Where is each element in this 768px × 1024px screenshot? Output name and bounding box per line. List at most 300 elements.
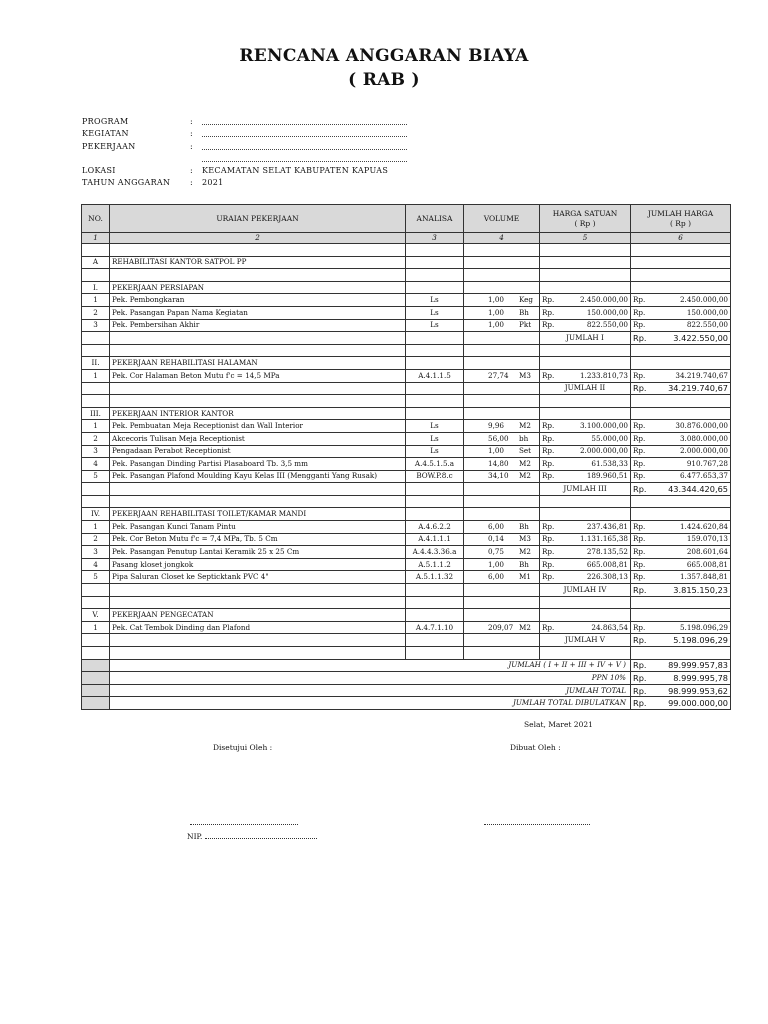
volume-unit: Bh <box>519 559 529 569</box>
blank-cell <box>631 281 731 294</box>
currency-label: Rp. <box>542 370 555 380</box>
blank-cell <box>464 483 540 496</box>
info-row <box>82 177 407 189</box>
blank-cell <box>82 332 110 345</box>
amount: 3.815.150,23 <box>673 584 728 595</box>
item-row <box>82 432 731 445</box>
amount: 5.198.096,29 <box>679 622 728 632</box>
item-volume <box>464 420 540 433</box>
blank-cell <box>82 344 110 357</box>
item-number: 3 <box>82 546 110 559</box>
item-volume <box>464 558 540 571</box>
item-analisa: Ls <box>406 445 464 458</box>
item-unit-price <box>540 319 631 332</box>
volume-value: 6,00 <box>488 521 505 531</box>
amount: 1.131.165,38 <box>579 534 628 544</box>
item-total <box>631 294 731 307</box>
info-value: KECAMATAN SELAT KABUPATEN KAPUAS <box>202 166 389 176</box>
item-analisa: A.4.1.1.5 <box>406 369 464 382</box>
item-total <box>631 558 731 571</box>
item-volume <box>464 432 540 445</box>
item-total <box>631 521 731 534</box>
volume-unit: M2 <box>519 458 531 468</box>
amount: 1.424.620,84 <box>679 521 728 531</box>
volume-value: 56,00 <box>488 433 509 443</box>
blank-cell <box>464 647 540 660</box>
amount: 150.000,00 <box>586 307 628 317</box>
currency-label: Rp. <box>542 295 555 305</box>
blank-cell <box>406 584 464 597</box>
blank-cell <box>464 495 540 508</box>
section-number: II. <box>82 357 110 370</box>
currency-label: Rp. <box>633 433 646 443</box>
info-value <box>202 141 407 153</box>
currency-label: Rp. <box>633 572 646 582</box>
blank-cell <box>631 596 731 609</box>
blank-cell <box>110 647 406 660</box>
currency-label: Rp. <box>633 534 646 544</box>
currency-label: Rp. <box>542 572 555 582</box>
volume-unit: M3 <box>519 370 531 380</box>
total-label: JUMLAH TOTAL <box>110 684 631 697</box>
header-uraian: URAIAN PEKERJAAN <box>110 205 406 233</box>
amount: 43.344.420,65 <box>668 484 728 495</box>
item-total <box>631 533 731 546</box>
volume-unit: M2 <box>519 622 531 632</box>
amount: 150.000,00 <box>686 307 728 317</box>
item-analisa: Ls <box>406 432 464 445</box>
amount: 1.233.810,73 <box>579 370 628 380</box>
blank-cell <box>631 495 731 508</box>
volume-value: 6,00 <box>488 572 505 582</box>
volume-unit: Bh <box>519 521 529 531</box>
blank-cell <box>406 281 464 294</box>
info-colon: : <box>190 129 193 139</box>
item-number: 2 <box>82 306 110 319</box>
item-volume <box>464 369 540 382</box>
section-number: I. <box>82 281 110 294</box>
rab-table <box>81 204 731 710</box>
item-total <box>631 546 731 559</box>
currency-label: Rp. <box>633 672 647 683</box>
volume-value: 14,80 <box>488 458 509 468</box>
blank-cell <box>82 382 110 395</box>
item-row <box>82 445 731 458</box>
blank-cell <box>540 357 631 370</box>
info-colon: : <box>190 117 193 126</box>
section-title: REHABILITASI KANTOR SATPOL PP <box>110 256 406 269</box>
blank-cell <box>82 672 110 685</box>
currency-label: Rp. <box>633 370 646 380</box>
blank-cell <box>464 609 540 622</box>
place-date: Selat, Maret 2021 <box>524 720 593 729</box>
approver-signature-line <box>190 818 298 827</box>
currency-label: Rp. <box>633 584 647 595</box>
blank-cell <box>82 395 110 408</box>
amount: 24.863,54 <box>591 622 628 632</box>
amount: 55.000,00 <box>591 433 628 443</box>
blank-cell <box>464 344 540 357</box>
col-num: 5 <box>540 233 631 244</box>
item-description: Pasang kloset jongkok <box>110 558 406 571</box>
volume-value: 1,00 <box>488 559 505 569</box>
total-label: JUMLAH TOTAL DIBULATKAN <box>110 697 631 710</box>
amount: 3.100.000,00 <box>579 421 628 431</box>
currency-label: Rp. <box>633 622 646 632</box>
blank-cell <box>82 697 110 710</box>
col-num: 1 <box>82 233 110 244</box>
subtotal-value <box>631 332 731 345</box>
blank-cell <box>406 357 464 370</box>
currency-label: Rp. <box>633 307 646 317</box>
item-analisa: Ls <box>406 420 464 433</box>
item-analisa: Ls <box>406 319 464 332</box>
amount: 665.008,81 <box>586 559 628 569</box>
blank-cell <box>631 269 731 282</box>
blank-cell <box>464 407 540 420</box>
item-number: 3 <box>82 319 110 332</box>
amount: 3.080.000,00 <box>679 433 728 443</box>
blank-cell <box>464 281 540 294</box>
blank-cell <box>464 634 540 647</box>
blank-cell <box>464 332 540 345</box>
currency-label: Rp. <box>633 660 647 671</box>
item-volume <box>464 470 540 483</box>
volume-value: 1,00 <box>488 307 505 317</box>
blank-row <box>82 244 731 257</box>
item-analisa: BOW.P.8.c <box>406 470 464 483</box>
blank-cell <box>631 407 731 420</box>
item-number: 2 <box>82 533 110 546</box>
item-row <box>82 319 731 332</box>
currency-label: Rp. <box>542 433 555 443</box>
currency-label: Rp. <box>633 458 646 468</box>
blank-cell <box>464 357 540 370</box>
item-unit-price <box>540 458 631 471</box>
item-number: 1 <box>82 521 110 534</box>
info-colon: : <box>190 166 193 176</box>
volume-unit: M3 <box>519 534 531 544</box>
blank-cell <box>540 407 631 420</box>
blank-cell <box>110 495 406 508</box>
section-number: III. <box>82 407 110 420</box>
item-row <box>82 621 731 634</box>
item-volume <box>464 445 540 458</box>
amount: 665.008,81 <box>686 559 728 569</box>
section-title: PEKERJAAN REHABILITASI HALAMAN <box>110 357 406 370</box>
item-analisa: A.4.7.1.10 <box>406 621 464 634</box>
header-analisa: ANALISA <box>406 205 464 233</box>
item-analisa: Ls <box>406 294 464 307</box>
amount: 1.357.848,81 <box>679 572 728 582</box>
info-colon <box>190 153 202 165</box>
item-total <box>631 458 731 471</box>
amount: 5.198.096,29 <box>673 635 728 646</box>
col-num: 6 <box>631 233 731 244</box>
info-row <box>82 128 407 140</box>
blank-cell <box>464 244 540 257</box>
blank-cell <box>406 483 464 496</box>
info-label: PROGRAM <box>82 117 129 126</box>
blank-cell <box>82 269 110 282</box>
blank-row <box>82 647 731 660</box>
currency-label: Rp. <box>633 635 647 646</box>
item-row <box>82 533 731 546</box>
total-value <box>631 659 731 672</box>
item-row <box>82 420 731 433</box>
section-title: PEKERJAAN PENGECATAN <box>110 609 406 622</box>
item-unit-price <box>540 558 631 571</box>
volume-value: 0,75 <box>488 547 505 557</box>
amount: 910.767,28 <box>686 458 728 468</box>
amount: 3.422.550,00 <box>673 332 728 343</box>
amount: 2.000.000,00 <box>579 446 628 456</box>
amount: 822.550,00 <box>586 320 628 330</box>
currency-label: Rp. <box>542 320 555 330</box>
approved-by-label: Disetujui Oleh : <box>213 743 273 752</box>
item-unit-price <box>540 546 631 559</box>
blank-cell <box>82 647 110 660</box>
info-row <box>82 165 407 177</box>
item-number: 1 <box>82 420 110 433</box>
item-total <box>631 369 731 382</box>
subtotal-row <box>82 483 731 496</box>
grand-total-row <box>82 684 731 697</box>
item-total <box>631 306 731 319</box>
volume-value: 1,00 <box>488 446 505 456</box>
info-label <box>82 153 190 165</box>
blank-cell <box>110 483 406 496</box>
blank-cell <box>464 269 540 282</box>
currency-label: Rp. <box>633 471 646 481</box>
item-number: 4 <box>82 558 110 571</box>
blank-cell <box>540 596 631 609</box>
blank-cell <box>406 508 464 521</box>
info-label: TAHUN ANGGARAN <box>82 178 171 188</box>
amount: 237.436,81 <box>586 521 628 531</box>
item-unit-price <box>540 571 631 584</box>
volume-unit: M2 <box>519 421 531 431</box>
blank-cell <box>406 269 464 282</box>
currency-label: Rp. <box>542 547 555 557</box>
item-total <box>631 571 731 584</box>
section-row <box>82 357 731 370</box>
col-num: 3 <box>406 233 464 244</box>
amount: 30.876.000,00 <box>675 421 728 431</box>
amount: 99.000.000,00 <box>668 698 728 709</box>
blank-cell <box>631 357 731 370</box>
item-row <box>82 306 731 319</box>
blank-cell <box>406 244 464 257</box>
currency-label: Rp. <box>542 421 555 431</box>
blank-cell <box>110 269 406 282</box>
col-num: 4 <box>464 233 540 244</box>
volume-value: 27,74 <box>488 370 509 380</box>
blank-cell <box>540 609 631 622</box>
amount: 278.135,52 <box>586 547 628 557</box>
item-description: Pek. Pembersihan Akhir <box>110 319 406 332</box>
section-row <box>82 508 731 521</box>
blank-cell <box>82 483 110 496</box>
currency-label: Rp. <box>633 559 646 569</box>
item-number: 1 <box>82 294 110 307</box>
item-volume <box>464 319 540 332</box>
section-title: PEKERJAAN PERSIAPAN <box>110 281 406 294</box>
item-number: 1 <box>82 621 110 634</box>
volume-value: 9,96 <box>488 421 505 431</box>
blank-cell <box>464 596 540 609</box>
blank-cell <box>82 244 110 257</box>
document-title: RENCANA ANGGARAN BIAYA <box>239 46 529 66</box>
subtotal-label: JUMLAH II <box>540 382 631 395</box>
amount: 89.999.957,83 <box>668 660 728 671</box>
blank-cell <box>406 395 464 408</box>
item-analisa: Ls <box>406 306 464 319</box>
volume-unit: M1 <box>519 572 531 582</box>
total-label: JUMLAH ( I + II + III + IV + V ) <box>110 659 631 672</box>
item-row <box>82 558 731 571</box>
item-row <box>82 521 731 534</box>
info-value <box>202 128 407 140</box>
volume-value: 34,10 <box>488 471 509 481</box>
blank-cell <box>540 647 631 660</box>
item-unit-price <box>540 621 631 634</box>
item-unit-price <box>540 470 631 483</box>
currency-label: Rp. <box>633 446 646 456</box>
blank-cell <box>110 332 406 345</box>
info-label: LOKASI <box>82 166 116 176</box>
currency-label: Rp. <box>542 559 555 569</box>
blank-row <box>82 395 731 408</box>
header-no: NO. <box>82 205 110 233</box>
item-row <box>82 369 731 382</box>
subtotal-label: JUMLAH V <box>540 634 631 647</box>
item-description: Pek. Pembongkaran <box>110 294 406 307</box>
item-description: Pipa Saluran Closet ke Septicktank PVC 4" <box>110 571 406 584</box>
section-number: V. <box>82 609 110 622</box>
header-jumlah-harga: JUMLAH HARGA ( Rp ) <box>631 205 731 233</box>
blank-cell <box>406 256 464 269</box>
currency-label: Rp. <box>633 320 646 330</box>
blank-cell <box>540 269 631 282</box>
currency-label: Rp. <box>633 521 646 531</box>
blank-row <box>82 269 731 282</box>
subtotal-row <box>82 584 731 597</box>
subtotal-value <box>631 382 731 395</box>
info-label: PEKERJAAN <box>82 141 136 151</box>
made-by-label: Dibuat Oleh : <box>510 743 561 752</box>
item-total <box>631 445 731 458</box>
amount: 6.477.653,37 <box>679 471 728 481</box>
item-analisa: A.5.1.1.2 <box>406 558 464 571</box>
volume-value: 1,00 <box>488 320 505 330</box>
section-number: A <box>82 256 110 269</box>
volume-unit: Set <box>519 446 532 456</box>
item-volume <box>464 521 540 534</box>
item-total <box>631 470 731 483</box>
subtotal-value <box>631 584 731 597</box>
item-unit-price <box>540 445 631 458</box>
subtotal-label: JUMLAH IV <box>540 584 631 597</box>
amount: 34.219.740,67 <box>675 370 728 380</box>
volume-unit: Bh <box>519 307 529 317</box>
volume-unit: M2 <box>519 547 531 557</box>
item-description: Akcecoris Tulisan Meja Receptionist <box>110 432 406 445</box>
item-analisa: A.4.5.1.5.a <box>406 458 464 471</box>
grand-total-row <box>82 697 731 710</box>
info-colon: : <box>190 141 193 151</box>
grand-total-row <box>82 659 731 672</box>
total-value <box>631 684 731 697</box>
col-num: 2 <box>110 233 406 244</box>
blank-row <box>82 596 731 609</box>
blank-cell <box>464 584 540 597</box>
blank-row <box>82 495 731 508</box>
subtotal-value <box>631 483 731 496</box>
amount: 208.601,64 <box>686 547 728 557</box>
blank-row <box>82 344 731 357</box>
currency-label: Rp. <box>633 383 647 394</box>
blank-cell <box>540 508 631 521</box>
volume-unit: Keg <box>519 295 534 305</box>
info-row <box>82 153 407 165</box>
info-block <box>82 116 407 190</box>
item-unit-price <box>540 306 631 319</box>
info-label: KEGIATAN <box>82 129 129 139</box>
blank-cell <box>110 244 406 257</box>
currency-label: Rp. <box>633 698 647 709</box>
header-harga-satuan: HARGA SATUAN ( Rp ) <box>540 205 631 233</box>
amount: 61.538,33 <box>591 458 628 468</box>
blank-cell <box>631 244 731 257</box>
item-row <box>82 571 731 584</box>
blank-cell <box>464 395 540 408</box>
blank-cell <box>540 344 631 357</box>
item-unit-price <box>540 420 631 433</box>
amount: 822.550,00 <box>686 320 728 330</box>
volume-value: 209,07 <box>488 622 514 632</box>
item-unit-price <box>540 533 631 546</box>
item-description: Pek. Cat Tembok Dinding dan Plafond <box>110 621 406 634</box>
item-unit-price <box>540 432 631 445</box>
subtotal-row <box>82 634 731 647</box>
blank-cell <box>540 281 631 294</box>
blank-cell <box>631 508 731 521</box>
grand-total-row <box>82 672 731 685</box>
volume-unit: M2 <box>519 471 531 481</box>
amount: 2.000.000,00 <box>679 446 728 456</box>
subtotal-label: JUMLAH I <box>540 332 631 345</box>
item-description: Pek. Pasangan Plafond Moulding Kayu Kelas III (Mengganti Yang Rusak) <box>110 470 406 483</box>
blank-cell <box>82 634 110 647</box>
info-value <box>202 153 407 165</box>
currency-label: Rp. <box>542 622 555 632</box>
amount: 159.070,13 <box>686 534 728 544</box>
blank-cell <box>464 508 540 521</box>
item-total <box>631 432 731 445</box>
info-value <box>202 116 407 128</box>
blank-cell <box>540 495 631 508</box>
item-description: Pek. Pembuatan Meja Receptionist dan Wall Interior <box>110 420 406 433</box>
amount: 189.960,51 <box>586 471 628 481</box>
maker-signature-line <box>484 818 590 827</box>
item-description: Pek. Pasangan Dinding Partisi Plasaboard Tb. 3,5 mm <box>110 458 406 471</box>
blank-cell <box>406 634 464 647</box>
info-value: 2021 <box>202 178 224 188</box>
item-description: Pek. Pasangan Penutup Lantai Keramik 25 x 25 Cm <box>110 546 406 559</box>
blank-cell <box>110 584 406 597</box>
table-header-row <box>82 205 731 233</box>
